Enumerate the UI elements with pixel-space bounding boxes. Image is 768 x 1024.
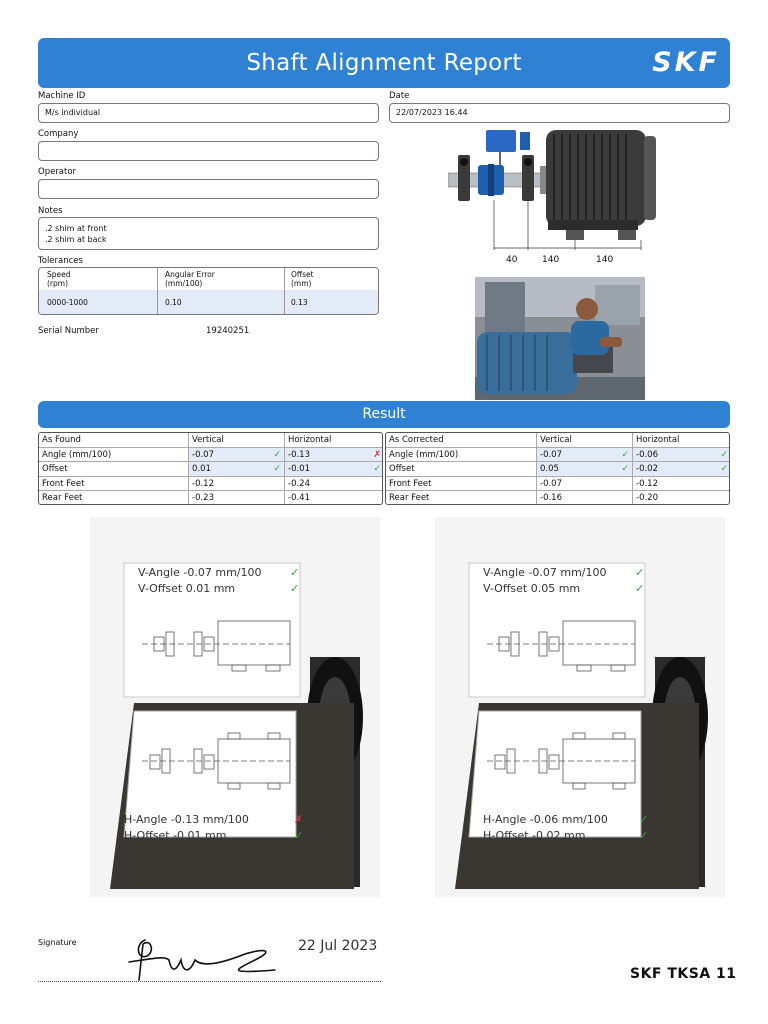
value-cell: -0.07 — [537, 477, 633, 491]
check-icon: ✓ — [720, 464, 728, 474]
value-cell: -0.20 — [636, 493, 658, 503]
check-icon: ✓ — [373, 464, 381, 474]
vertical-header: Vertical — [537, 433, 633, 447]
value-cell: -0.23 — [189, 491, 285, 505]
value-cell: -0.41 — [288, 493, 310, 503]
tol-speed-header: Speed (rpm) — [47, 270, 71, 288]
value-cell: -0.02 ✓ — [633, 462, 730, 476]
photo-motor-shape — [477, 332, 577, 394]
check-icon: ✓ — [720, 449, 728, 460]
machine-id-value: M/s individual — [45, 108, 101, 117]
v-offset-text: V-Offset 0.05 mm — [483, 582, 581, 595]
value-cell: -0.07 ✓ — [537, 448, 633, 462]
value-cell: -0.24 — [288, 478, 310, 489]
as-found-header: As Found — [39, 433, 189, 447]
row-label: Offset — [386, 462, 537, 476]
alignment-diagram — [448, 120, 670, 270]
table-header-row — [39, 433, 382, 448]
cross-icon: ✗ — [294, 813, 304, 826]
machine-id-field — [38, 103, 379, 123]
horizontal-readout — [469, 811, 649, 843]
tol-offset-value: 0.13 — [291, 298, 308, 307]
sensor-head-icon — [486, 130, 516, 152]
as-found-table — [38, 432, 383, 505]
machine-id-label: Machine ID — [38, 91, 86, 101]
table-row — [39, 491, 382, 505]
row-label: Angle (mm/100) — [39, 448, 189, 462]
company-field — [38, 141, 379, 161]
h-offset-text: H-Offset -0.02 mm — [483, 829, 586, 842]
operator-field — [38, 179, 379, 199]
row-label: Front Feet — [39, 477, 189, 491]
signature-line — [38, 981, 381, 982]
value-cell: -0.07 ✓ — [189, 448, 285, 462]
check-icon: ✓ — [621, 464, 629, 474]
dim-label-3: 140 — [596, 255, 614, 265]
cross-icon: ✗ — [373, 449, 381, 460]
date-label: Date — [389, 91, 410, 101]
h-offset-text: H-Offset -0.01 mm — [124, 829, 227, 842]
tolerances-label: Tolerances — [38, 256, 83, 266]
check-icon: ✓ — [273, 464, 281, 474]
table-row — [386, 462, 729, 477]
notes-label: Notes — [38, 206, 63, 216]
report-title: Shaft Alignment Report — [246, 50, 522, 76]
date-value: 22/07/2023 16.44 — [396, 108, 468, 117]
company-label: Company — [38, 129, 79, 139]
signature-label: Signature — [38, 938, 77, 947]
photo-person-shape — [576, 298, 598, 320]
table-row — [386, 477, 729, 492]
dim-label-1: 40 — [506, 255, 518, 265]
tol-offset-header: Offset (mm) — [291, 270, 314, 288]
tol-divider — [157, 268, 158, 314]
horizontal-header: Horizontal — [636, 435, 680, 445]
signature-date: 22 Jul 2023 — [298, 938, 378, 954]
vertical-readout — [469, 563, 645, 597]
value-cell: -0.12 — [636, 478, 658, 489]
signature-image — [125, 930, 285, 986]
horizontal-header: Horizontal — [288, 435, 332, 445]
table-row — [386, 448, 729, 463]
value-cell: -0.01 ✓ — [285, 462, 383, 476]
check-icon: ✓ — [621, 449, 629, 460]
check-icon: ✓ — [290, 582, 300, 595]
tolerance-table — [38, 267, 379, 315]
value-cell: -0.13 ✗ — [285, 448, 383, 462]
value-cell: 0.05 ✓ — [537, 462, 633, 476]
notes-field — [38, 217, 379, 250]
check-icon: ✓ — [635, 582, 645, 595]
tolerance-data-row — [39, 290, 378, 315]
device-model: SKF TKSA 11 — [630, 966, 737, 982]
tol-speed-value: 0000-1000 — [47, 298, 88, 307]
check-icon: ✓ — [639, 829, 649, 842]
row-label: Offset — [39, 462, 189, 476]
row-label: Angle (mm/100) — [386, 448, 537, 462]
value-cell: -0.16 — [537, 491, 633, 505]
table-row — [39, 462, 382, 477]
value-cell: 0.01 ✓ — [189, 462, 285, 476]
result-bar: Result — [38, 401, 730, 428]
row-label: Front Feet — [386, 477, 537, 491]
table-row — [39, 477, 382, 492]
tol-divider — [284, 268, 285, 314]
h-angle-text: H-Angle -0.13 mm/100 — [124, 813, 249, 826]
check-icon: ✓ — [639, 813, 649, 826]
row-label: Rear Feet — [386, 491, 537, 505]
notes-line-1: .2 shim at front — [45, 224, 107, 233]
as-found-3d-view — [90, 517, 380, 897]
skf-logo: SKF — [652, 47, 720, 78]
table-row — [386, 491, 729, 505]
vertical-readout — [124, 563, 300, 597]
value-cell: -0.06 ✓ — [633, 448, 730, 462]
notes-line-2: .2 shim at back — [45, 235, 107, 244]
vertical-header: Vertical — [189, 433, 285, 447]
check-icon: ✓ — [273, 449, 281, 460]
site-photo — [475, 277, 645, 400]
tol-angular-header: Angular Error (mm/100) — [165, 270, 215, 288]
horizontal-readout — [124, 811, 304, 843]
check-icon: ✓ — [635, 566, 645, 579]
v-angle-text: V-Angle -0.07 mm/100 — [483, 566, 607, 579]
front-foot-icon — [566, 230, 584, 240]
dim-label-2: 140 — [542, 255, 560, 265]
as-corrected-3d-view — [435, 517, 725, 897]
table-row — [39, 448, 382, 463]
report-header — [38, 38, 730, 88]
check-icon: ✓ — [294, 829, 304, 842]
serial-value: 19240251 — [206, 326, 250, 336]
as-corrected-table — [385, 432, 730, 505]
operator-label: Operator — [38, 167, 77, 177]
check-icon: ✓ — [290, 566, 300, 579]
serial-label: Serial Number — [38, 326, 99, 336]
h-angle-text: H-Angle -0.06 mm/100 — [483, 813, 608, 826]
v-angle-text: V-Angle -0.07 mm/100 — [138, 566, 262, 579]
v-offset-text: V-Offset 0.01 mm — [138, 582, 236, 595]
as-corrected-header: As Corrected — [386, 433, 537, 447]
tolerance-header-row — [39, 268, 378, 290]
row-label: Rear Feet — [39, 491, 189, 505]
value-cell: -0.12 — [189, 477, 285, 491]
table-header-row — [386, 433, 729, 448]
tol-angular-value: 0.10 — [165, 298, 182, 307]
rear-foot-icon — [618, 230, 636, 240]
